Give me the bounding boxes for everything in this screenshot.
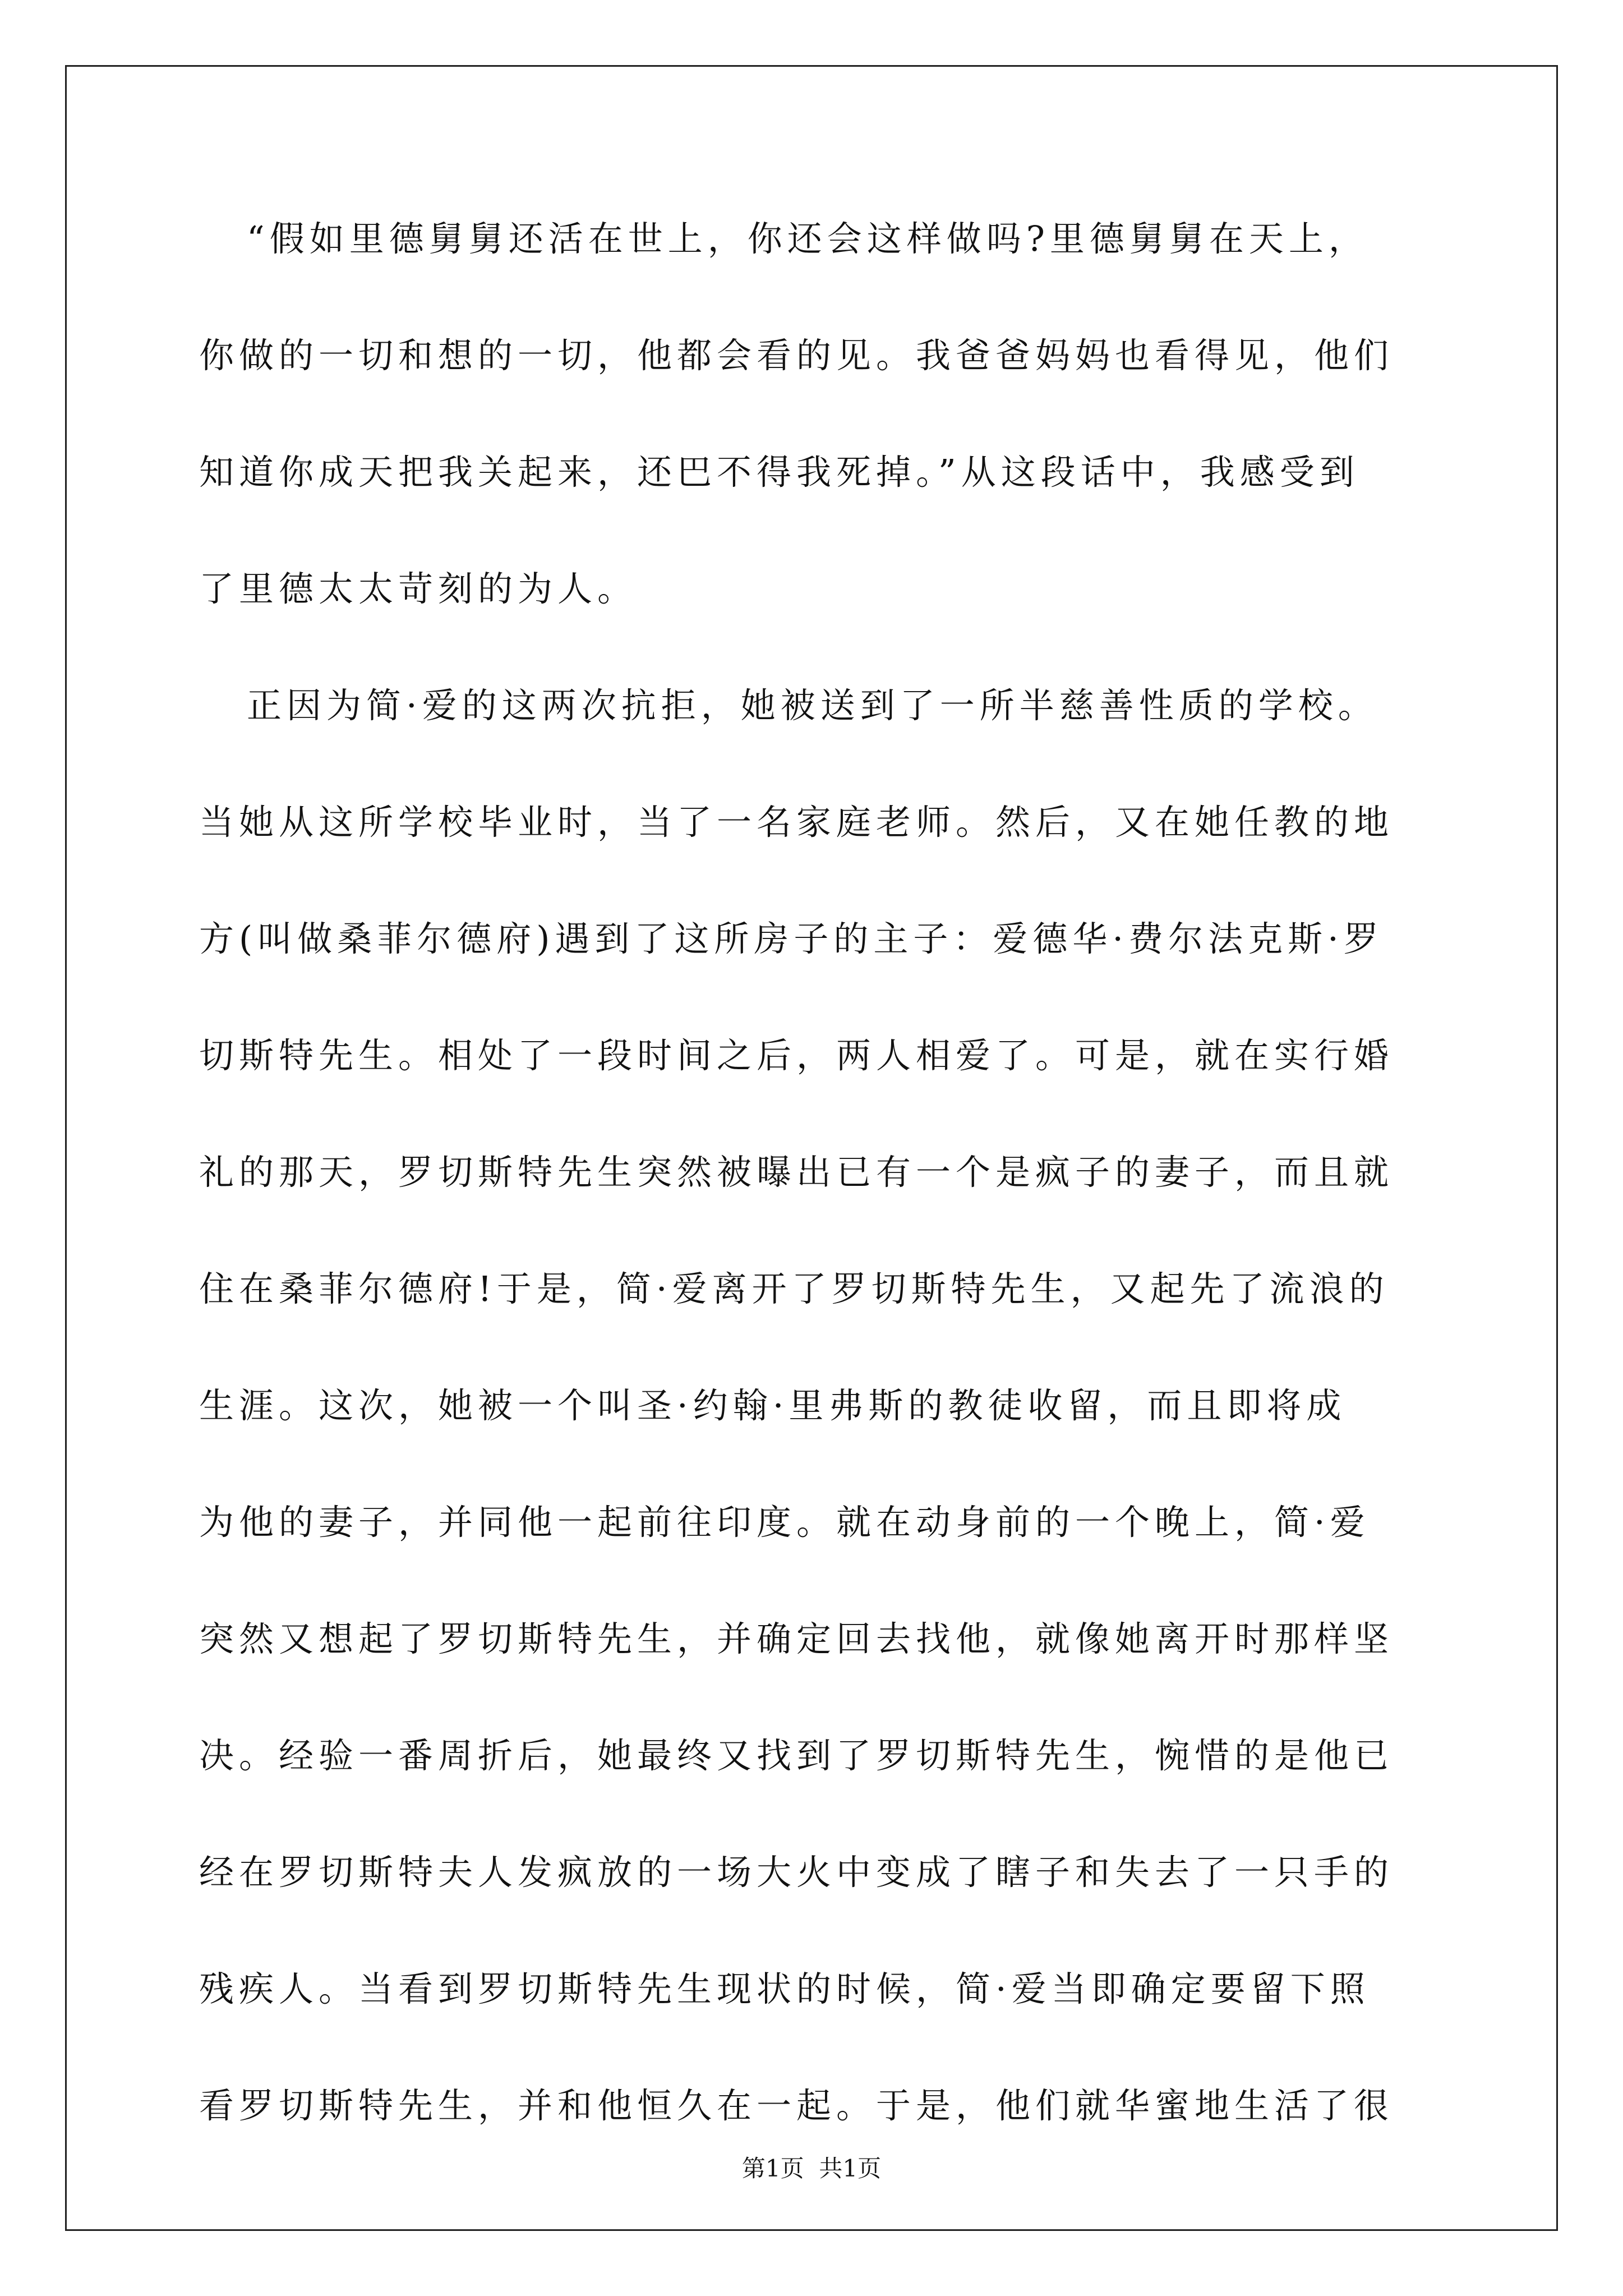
page-border <box>65 65 1558 2231</box>
paragraph-1-line-2: 你做的一切和想的一切，他都会看的见。我爸爸妈妈也看得见，他们 <box>199 335 1394 376</box>
paragraph-2-line-6: 住在桑菲尔德府!于是，简·爱离开了罗切斯特先生，又起先了流浪的 <box>199 1268 1389 1309</box>
paragraph-1-line-3: 知道你成天把我关起来，还巴不得我死掉。”从这段话中，我感受到 <box>199 452 1359 493</box>
paragraph-2-line-5: 礼的那天，罗切斯特先生突然被曝出已有一个是疯子的妻子，而且就 <box>199 1152 1394 1193</box>
paragraph-2-line-4: 切斯特先生。相处了一段时间之后，两人相爱了。可是，就在实行婚 <box>199 1035 1394 1076</box>
paragraph-2-line-10: 决。经验一番周折后，她最终又找到了罗切斯特先生，惋惜的是他已 <box>199 1735 1394 1776</box>
paragraph-2-line-1: 正因为简·爱的这两次抗拒，她被送到了一所半慈善性质的学校。 <box>247 685 1378 726</box>
paragraph-2-line-2: 当她从这所学校毕业时，当了一名家庭老师。然后，又在她任教的地 <box>199 802 1394 843</box>
paragraph-2-line-13: 看罗切斯特先生，并和他恒久在一起。于是，他们就华蜜地生活了很 <box>199 2085 1394 2126</box>
paragraph-2-line-12: 残疾人。当看到罗切斯特先生现状的时候，简·爱当即确定要留下照 <box>199 1968 1370 2009</box>
page-number-footer: 第1页 共1页 <box>741 2155 882 2182</box>
paragraph-2-line-3: 方(叫做桑菲尔德府)遇到了这所房子的主子：爱德华·费尔法克斯·罗 <box>199 918 1384 959</box>
paragraph-1-line-1: “假如里德舅舅还活在世上，你还会这样做吗?里德舅舅在天上， <box>247 218 1368 259</box>
paragraph-2-line-8: 为他的妻子，并同他一起前往印度。就在动身前的一个晚上，简·爱 <box>199 1502 1370 1543</box>
paragraph-2-line-11: 经在罗切斯特夫人发疯放的一场大火中变成了瞎子和失去了一只手的 <box>199 1852 1394 1893</box>
paragraph-1-line-4: 了里德太太苛刻的为人。 <box>199 568 638 609</box>
paragraph-2-line-9: 突然又想起了罗切斯特先生，并确定回去找他，就像她离开时那样坚 <box>199 1618 1394 1659</box>
paragraph-2-line-7: 生涯。这次，她被一个叫圣·约翰·里弗斯的教徒收留，而且即将成 <box>199 1385 1347 1426</box>
